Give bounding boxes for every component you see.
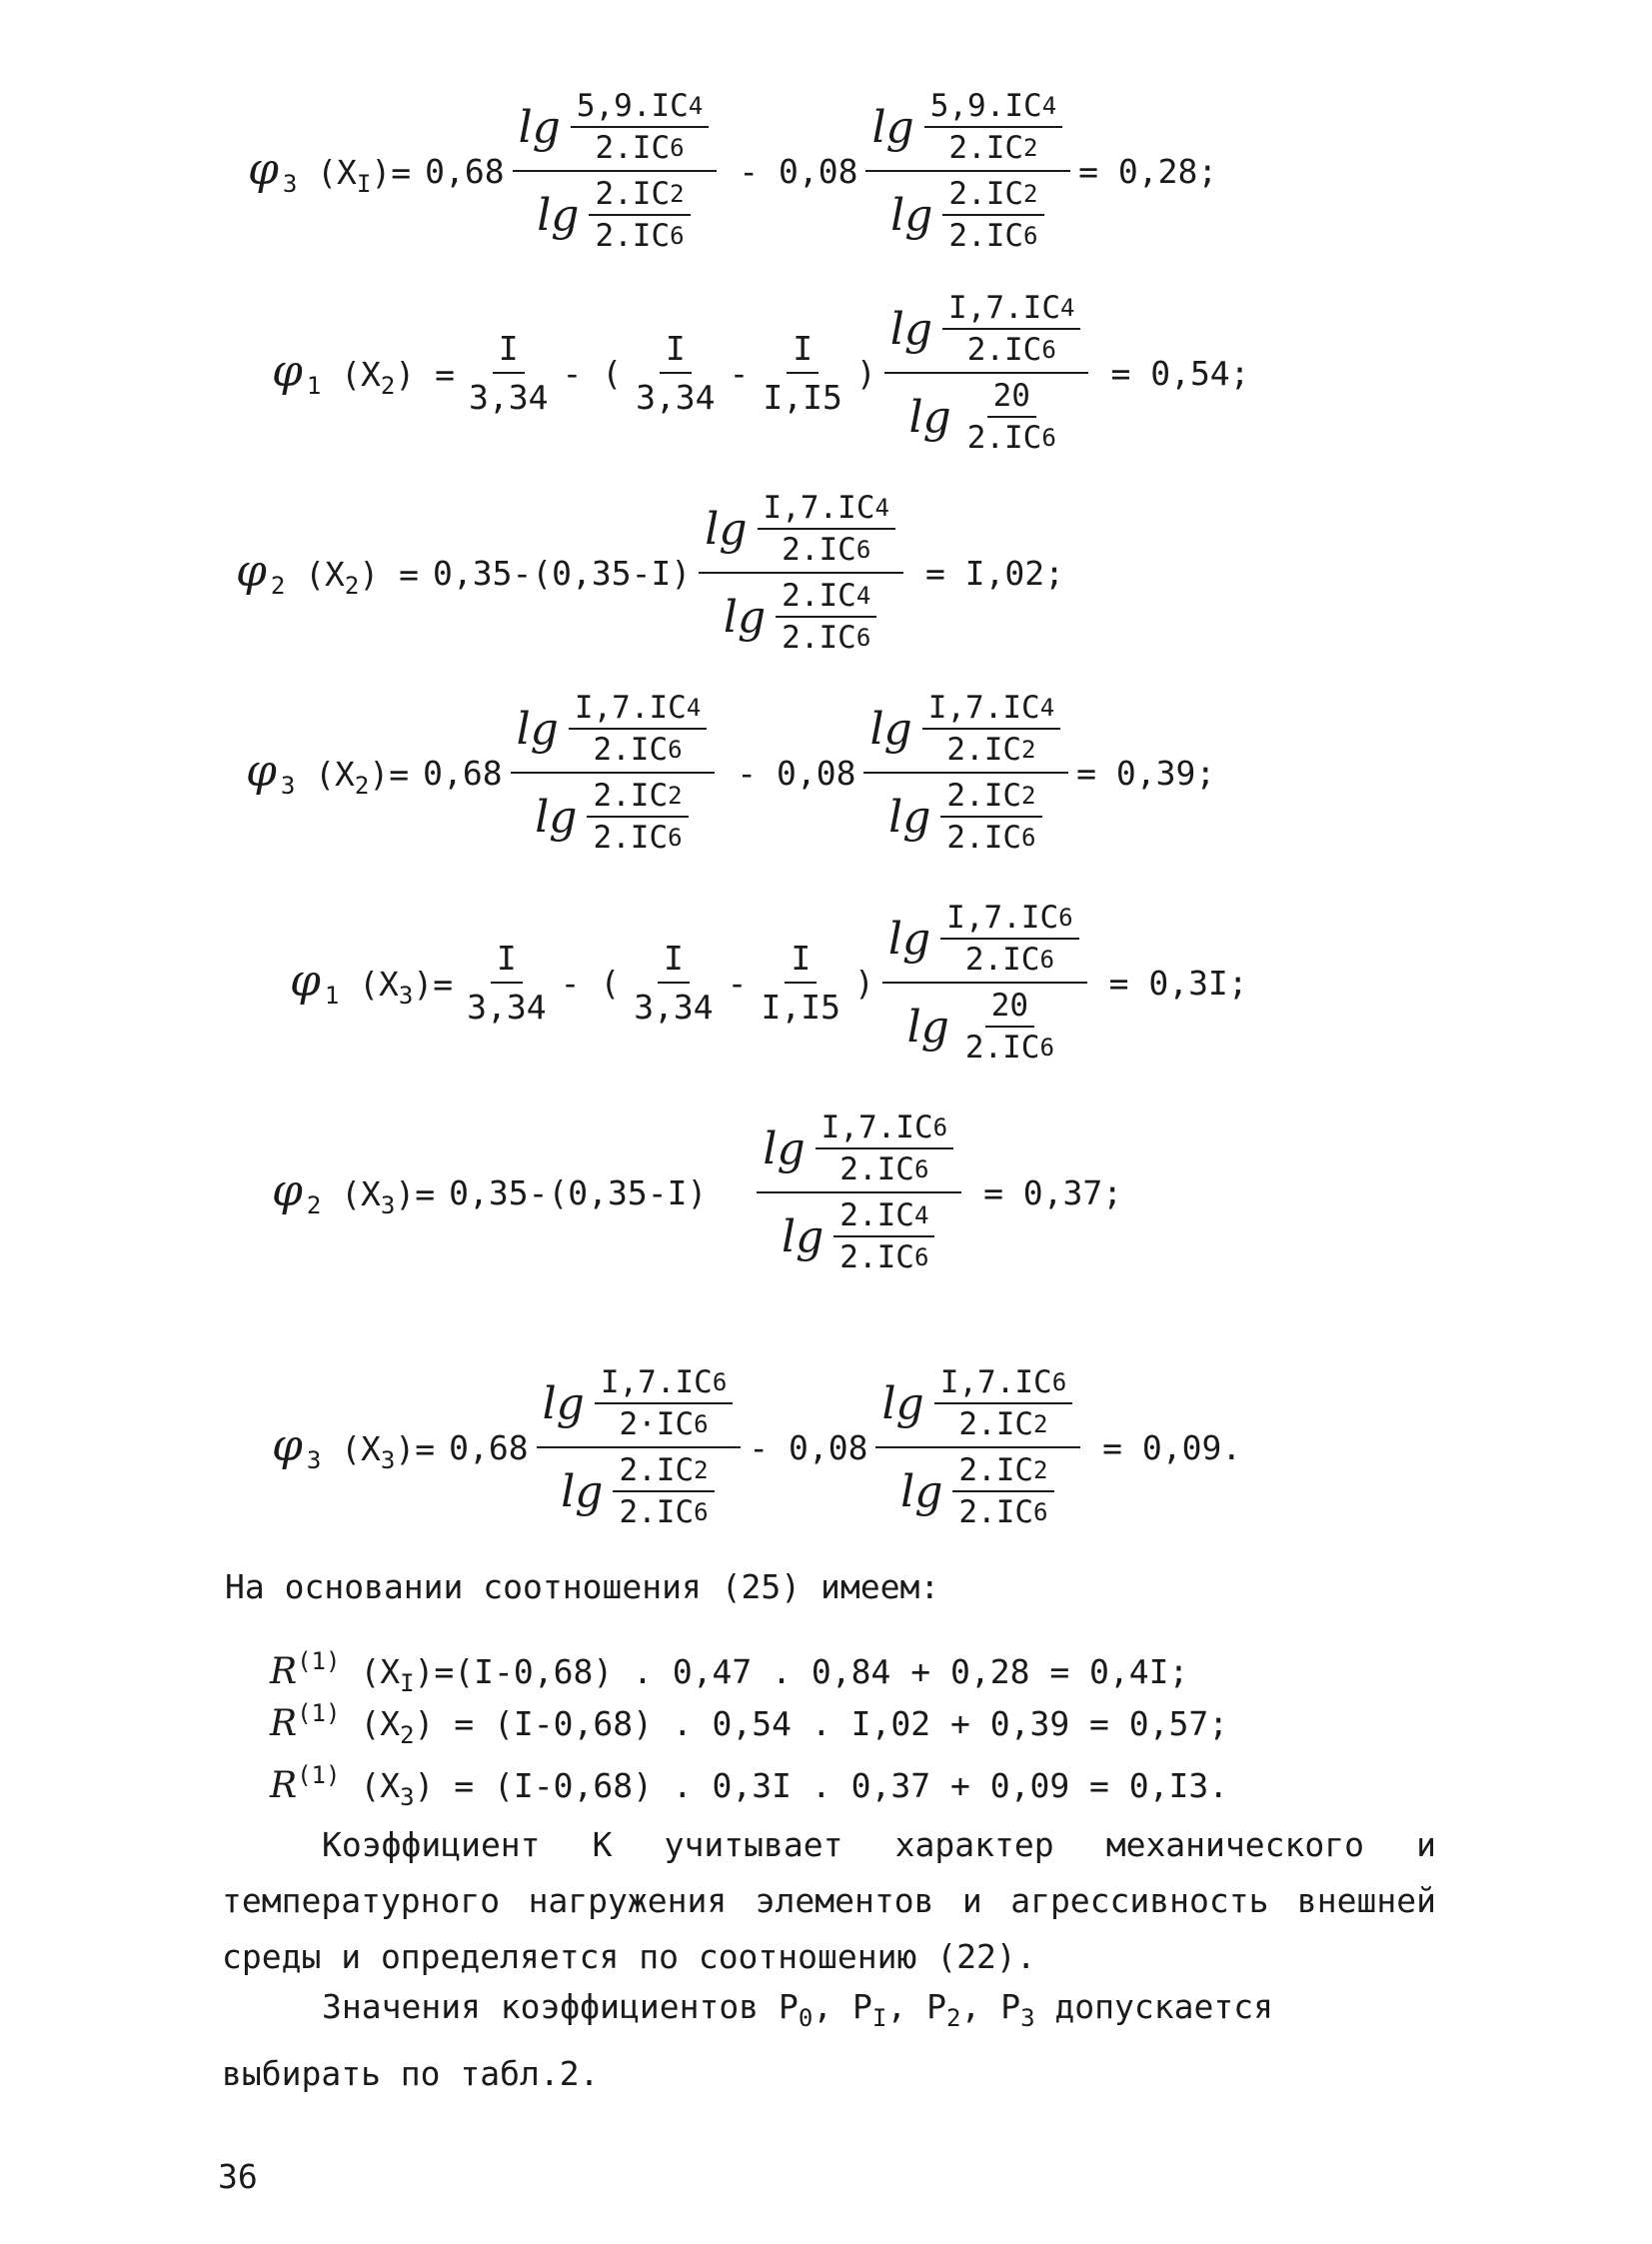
formula-lhs: φ $_3$ $(X_3)=$ xyxy=(272,1420,436,1474)
formula-phi3-x3: φ $_3$ $(X_3)=$ 0,68 lg I,7.IC 6 2·IC 6 lg 2.IC 2 2.IC 6 - 0,08 lg I,7.IC 6 2.IC 2 lg 2.IC 2 2.IC 6 = 0,09. xyxy=(272,1364,1242,1530)
formula-phi1-x2: φ $_1$ $(X_2)$ = $\frac{I}{3,34}$ - ( $\frac{I}{3,34}$ - $\frac{I}{I,I5}$ ) lg I,7.IC 4 2.IC 6 lg 20 2.IC 6 = 0,54; xyxy=(272,290,1250,456)
result: = 0,37; xyxy=(983,1172,1123,1212)
result: = 0,09. xyxy=(1102,1427,1242,1467)
fraction-c: $\frac{I}{I,I5}$ xyxy=(761,939,841,1027)
formula-phi2-x2: φ $_2$ $(X_2)$ = 0,35-(0,35-I) lg I,7.IC 4 2.IC 6 lg 2.IC 4 2.IC 6 = I,02; xyxy=(236,490,1065,656)
log-ratio-fraction: lg I,7.IC 6 2.IC 2 lg 2.IC 2 2.IC 6 xyxy=(875,1364,1080,1530)
result: = 0,39; xyxy=(1076,753,1216,793)
fraction-c: $\frac{I}{I,I5}$ xyxy=(763,329,842,417)
formula-lhs: φ $_3$ $(X_2)=$ xyxy=(246,746,410,800)
log-ratio-fraction: lg 5,9.IC 4 2.IC 2 lg 2.IC 2 2.IC 6 xyxy=(865,88,1070,254)
paragraph-coefficient-k: Коэффициент К учитывает характер механического и температурного нагружения элементов и агрессивность внешней среды и определяется по соотношению (22). xyxy=(222,1825,1436,1976)
result: = 0,54; xyxy=(1110,353,1250,393)
formula-lhs: φ $_2$ $(X_2)$ = xyxy=(236,546,419,600)
fraction-b: $\frac{I}{3,34}$ xyxy=(636,329,716,417)
formula-phi1-x3: φ $_1$ $(X_3)=$ $\frac{I}{3,34}$ - ( $\frac{I}{3,34}$ - $\frac{I}{I,I5}$ ) lg I,7.IC 6 2.IC 6 lg 20 2.IC 6 = 0,3I; xyxy=(290,900,1248,1066)
coefficient: 0,68 xyxy=(425,151,505,191)
formula-lhs: φ $_2$ $(X_3)=$ xyxy=(272,1165,436,1219)
log-ratio-fraction: lg I,7.IC 6 2.IC 6 lg 2.IC 4 2.IC 6 xyxy=(757,1110,961,1275)
log-ratio-fraction: lg I,7.IC 4 2.IC 6 lg 2.IC 2 2.IC 6 xyxy=(511,690,716,856)
formula-lhs: φ $_1$ $(X_3)=$ xyxy=(290,956,454,1010)
log-ratio-fraction: lg I,7.IC 4 2.IC 2 lg 2.IC 2 2.IC 6 xyxy=(863,690,1068,856)
fraction-a: $\frac{I}{3,34}$ xyxy=(467,939,547,1027)
formula-phi3-x2: φ $_3$ $(X_2)=$ 0,68 lg I,7.IC 4 2.IC 6 lg 2.IC 2 2.IC 6 - 0,08 lg I,7.IC 4 2.IC 2 lg 2.IC 2 2.IC 6 = 0,39; xyxy=(246,690,1216,856)
fraction-b: $\frac{I}{3,34}$ xyxy=(634,939,714,1027)
result: = I,02; xyxy=(924,553,1065,593)
log-ratio-fraction: lg I,7.IC 4 2.IC 6 lg 2.IC 4 2.IC 6 xyxy=(699,490,903,656)
log-ratio-fraction: lg 5,9.IC 4 2.IC 6 lg 2.IC 2 2.IC 6 xyxy=(513,88,718,254)
formula-phi3-x1 xyxy=(248,88,1217,254)
r-line-1: $R^{(1)}$ $(X_I)=(I-0,68)$ . 0,47 . 0,84 + 0,28 = 0,4I; xyxy=(270,1647,1189,1697)
paragraph-coefficients-p: Значения коэффициентов $Р_0$, $Р_I$, $Р_2$, $Р_3$ допускается выбирать по табл.2. xyxy=(222,1987,1273,2093)
formula-lhs: φ $_1$ $(X_2)$ = xyxy=(272,346,455,400)
operator: - 0,08 xyxy=(739,151,858,191)
formula-phi2-x3: φ $_2$ $(X_3)=$ 0,35-(0,35-I) lg I,7.IC 6 2.IC 6 lg 2.IC 4 2.IC 6 = 0,37; xyxy=(272,1110,1123,1275)
formula-lhs: φ $_3$ $(X_I)=$ xyxy=(248,144,412,198)
log-ratio-fraction: lg I,7.IC 6 2.IC 6 lg 20 2.IC 6 xyxy=(882,900,1087,1066)
r-line-2: $R^{(1)}$ $(X_2) = (I-0,68)$ . 0,54 . I,02 + 0,39 = 0,57; xyxy=(270,1699,1229,1749)
log-ratio-fraction: lg I,7.IC 4 2.IC 6 lg 20 2.IC 6 xyxy=(884,290,1089,456)
fraction-a: $\frac{I}{3,34}$ xyxy=(468,329,549,417)
phi-symbol: φ xyxy=(248,144,279,195)
intro-text: На основании соотношения (25) имеем: xyxy=(225,1567,940,1606)
page-number: 36 xyxy=(218,2157,258,2196)
result: = 0,28; xyxy=(1078,151,1218,191)
result: = 0,3I; xyxy=(1108,963,1248,1003)
r-line-3: $R^{(1)}$ $(X_3) = (I-0,68)$ . 0,3I . 0,37 + 0,09 = 0,I3. xyxy=(270,1761,1229,1811)
log-ratio-fraction: lg I,7.IC 6 2·IC 6 lg 2.IC 2 2.IC 6 xyxy=(537,1364,742,1530)
